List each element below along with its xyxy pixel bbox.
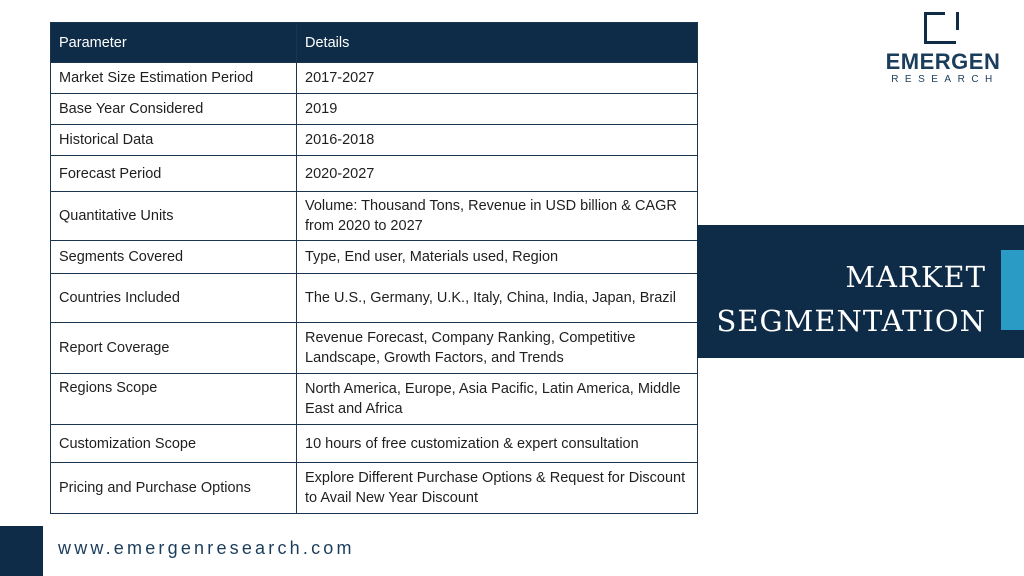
parameter-cell: Base Year Considered xyxy=(51,94,297,125)
details-cell: North America, Europe, Asia Pacific, Latin America, Middle East and Africa xyxy=(297,374,698,425)
website-url: www.emergenresearch.com xyxy=(58,538,355,558)
table-row xyxy=(51,192,698,241)
parameter-cell: Market Size Estimation Period xyxy=(51,63,297,94)
market-segmentation-banner xyxy=(697,225,1024,358)
emergen-research-logo xyxy=(884,12,1002,86)
logo-wordmark: EMERGEN xyxy=(885,49,1001,74)
banner-line-2: SEGMENTATION xyxy=(716,304,986,338)
table-row xyxy=(51,94,698,125)
parameter-cell: Pricing and Purchase Options xyxy=(51,463,297,514)
header-details: Details xyxy=(297,23,698,63)
header-parameter: Parameter xyxy=(51,23,297,63)
details-cell: The U.S., Germany, U.K., Italy, China, India, Japan, Brazil xyxy=(297,274,698,323)
table-row xyxy=(51,241,698,274)
parameter-cell: Customization Scope xyxy=(51,425,297,463)
details-cell: 2016-2018 xyxy=(297,125,698,156)
details-cell: 2020-2027 xyxy=(297,156,698,192)
parameter-cell: Regions Scope xyxy=(51,374,297,425)
table-row xyxy=(51,156,698,192)
footer-corner-block xyxy=(0,526,43,576)
banner-line-1: MARKET xyxy=(845,260,986,294)
table-row xyxy=(51,125,698,156)
details-cell: 2019 xyxy=(297,94,698,125)
table-row xyxy=(51,323,698,374)
table-row xyxy=(51,274,698,323)
parameter-cell: Quantitative Units xyxy=(51,192,297,241)
parameter-cell: Countries Included xyxy=(51,274,297,323)
details-cell: Explore Different Purchase Options & Request for Discount to Avail New Year Discount xyxy=(297,463,698,514)
parameter-cell: Report Coverage xyxy=(51,323,297,374)
banner-accent-bar xyxy=(1001,250,1024,330)
logo-square-icon xyxy=(924,12,956,44)
parameter-cell: Historical Data xyxy=(51,125,297,156)
details-cell: 10 hours of free customization & expert consultation xyxy=(297,425,698,463)
details-cell: Volume: Thousand Tons, Revenue in USD billion & CAGR from 2020 to 2027 xyxy=(297,192,698,241)
banner-title xyxy=(716,255,986,343)
parameter-cell: Forecast Period xyxy=(51,156,297,192)
table-row xyxy=(51,374,698,425)
table-header-row xyxy=(51,23,698,63)
table-row xyxy=(51,463,698,514)
details-cell: 2017-2027 xyxy=(297,63,698,94)
details-cell: Revenue Forecast, Company Ranking, Competitive Landscape, Growth Factors, and Trends xyxy=(297,323,698,374)
table-row xyxy=(51,425,698,463)
parameters-table xyxy=(50,22,698,514)
parameter-cell: Segments Covered xyxy=(51,241,297,274)
table-row xyxy=(51,63,698,94)
logo-subtitle: RESEARCH xyxy=(891,74,999,85)
details-cell: Type, End user, Materials used, Region xyxy=(297,241,698,274)
